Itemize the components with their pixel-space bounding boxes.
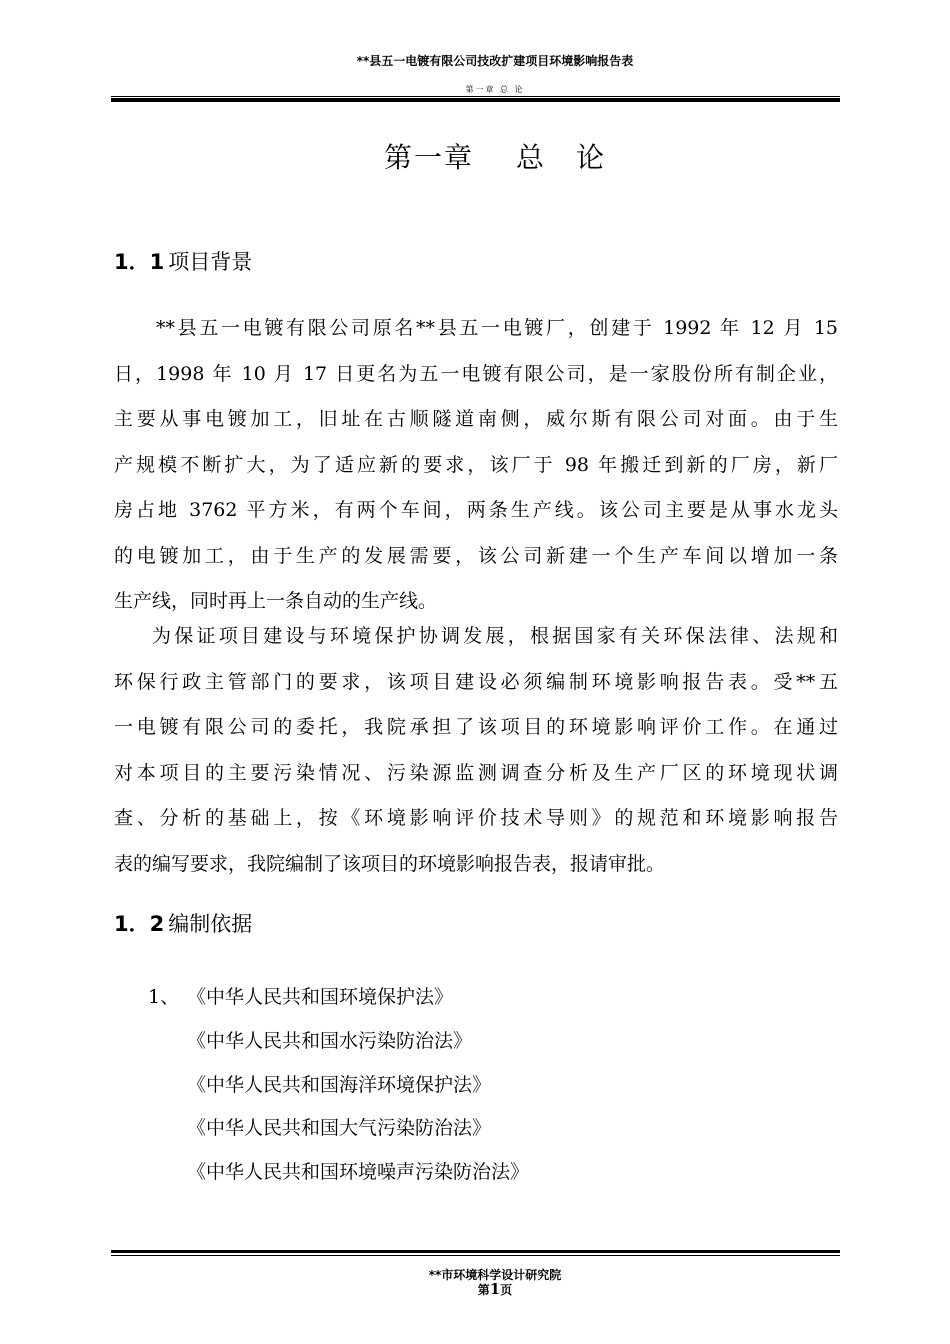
section-title: 项目背景 <box>168 250 253 274</box>
paragraph-line: 为保证项目建设与环境保护协调发展，根据国家有关环保法律、法规和 <box>152 625 838 647</box>
section-title: 编制依据 <box>168 912 253 936</box>
paragraph-line: 表的编写要求，我院编制了该项目的环境影响报告表，报请审批。 <box>114 852 666 875</box>
paragraph-line: 房占地 3762 平方米，有两个车间，两条生产线。该公司主要是从事水龙头 <box>114 499 838 521</box>
paragraph-line: 生产线，同时再上一条自动的生产线。 <box>114 590 438 612</box>
list-number: 1、 <box>148 986 180 1008</box>
paragraph-line: 的电镀加工，由于生产的发展需要，该公司新建一个生产车间以增加一条 <box>114 544 838 567</box>
report-title: **县五一电镀有限公司技改扩建项目环境影响报告表 <box>356 54 634 68</box>
chapter-title-part1: 第一章 <box>383 141 474 174</box>
section-number: 1．1 <box>114 250 165 274</box>
section-number: 1．2 <box>114 912 165 936</box>
paragraph-line: 日，1998 年 10 月 17 日更名为五一电镀有限公司，是一家股份所有制企业， <box>114 362 838 385</box>
list-item: 《中华人民共和国大气污染防治法》 <box>187 1117 492 1139</box>
paragraph-background-2 <box>114 614 838 887</box>
page-prefix: 第 <box>477 1283 490 1297</box>
chapter-title <box>0 136 950 176</box>
section-heading-1-2 <box>114 908 252 938</box>
list-item: 《中华人民共和国环境保护法》 <box>187 986 454 1008</box>
header-rule-thin <box>111 96 840 97</box>
page-suffix: 页 <box>500 1283 513 1297</box>
footer-organization: **市环境科学设计研究院 <box>428 1268 562 1282</box>
footer-rule-thin <box>111 1255 840 1256</box>
header-rule-thick <box>111 98 840 102</box>
paragraph-line: 环保行政主管部门的要求，该项目建设必须编制环境影响报告表。受**五 <box>114 670 838 693</box>
section-heading-1-1 <box>114 246 252 276</box>
paragraph-line: 主要从事电镀加工，旧址在古顺隧道南侧，威尔斯有限公司对面。由于生 <box>114 408 838 430</box>
paragraph-line: 查、分析的基础上，按《环境影响评价技术导则》的规范和环境影响报告 <box>114 807 838 829</box>
paragraph-background-1 <box>114 306 838 625</box>
list-item: 《中华人民共和国环境噪声污染防治法》 <box>187 1161 530 1183</box>
chapter-running-head: 第一章 总 论 <box>465 85 525 94</box>
footer-rule-thick <box>111 1250 840 1253</box>
chapter-title-part3: 论 <box>576 141 607 174</box>
page-number <box>0 1280 950 1298</box>
page-number-value: 1 <box>489 1280 501 1298</box>
paragraph-line: 产规模不断扩大，为了适应新的要求，该厂于 98 年搬迁到新的厂房，新厂 <box>114 453 838 476</box>
list-item: 《中华人民共和国海洋环境保护法》 <box>187 1074 492 1096</box>
paragraph-line: 对本项目的主要污染情况、污染源监测调查分析及生产厂区的环境现状调 <box>114 761 838 784</box>
chapter-title-part2: 总 <box>515 141 546 174</box>
list-item: 《中华人民共和国水污染防治法》 <box>187 1030 473 1052</box>
paragraph-line: 一电镀有限公司的委托，我院承担了该项目的环境影响评价工作。在通过 <box>114 716 838 738</box>
paragraph-line: **县五一电镀有限公司原名**县五一电镀厂，创建于 1992 年 12 月 15 <box>156 317 838 339</box>
